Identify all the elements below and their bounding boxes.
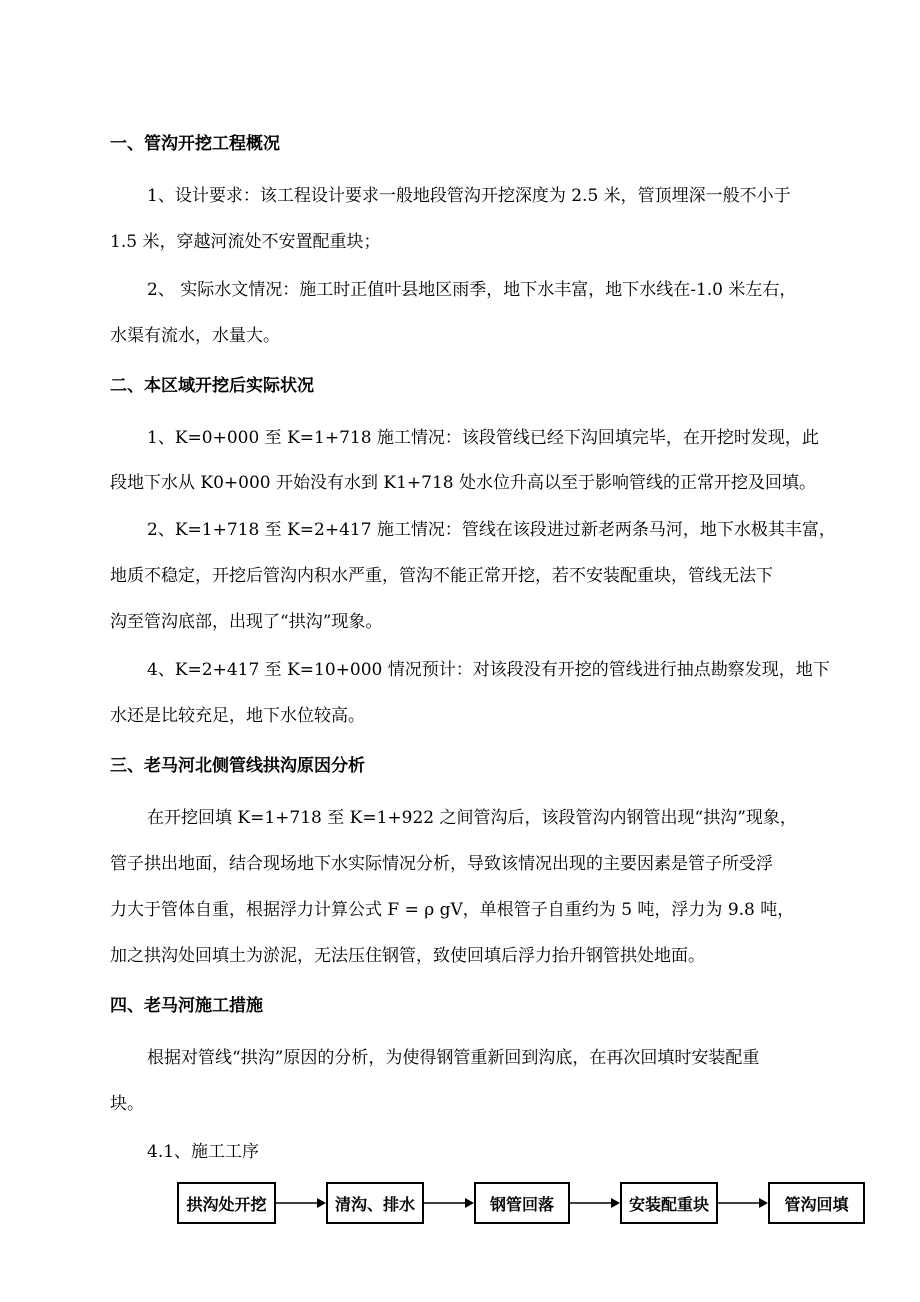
paragraph-line: 沟至管沟底部，出现了“拱沟”现象。	[110, 612, 383, 632]
paragraph-line: 地质不稳定，开挖后管沟内积水严重，管沟不能正常开挖，若不安装配重块，管线无法下	[110, 566, 773, 586]
flow-step-backfill: 管沟回填	[768, 1182, 865, 1224]
flow-arrow-icon	[718, 1196, 768, 1210]
section-4-heading: 四、老马河施工措施	[110, 996, 263, 1016]
paragraph-line: 1、设计要求：该工程设计要求一般地段管沟开挖深度为 2.5 米，管顶埋深一般不小于	[147, 186, 791, 206]
flow-step-excavate: 拱沟处开挖	[177, 1182, 276, 1224]
paragraph-line: 1、K=0+000 至 K=1+718 施工情况：该段管线已经下沟回填完毕，在开挖时发现，此	[147, 428, 819, 448]
flow-step-pipe-lowering: 钢管回落	[474, 1182, 570, 1224]
section-1-heading: 一、管沟开挖工程概况	[110, 134, 280, 154]
flow-arrow-icon	[276, 1196, 326, 1210]
paragraph-line: 管子拱出地面，结合现场地下水实际情况分析，导致该情况出现的主要因素是管子所受浮	[110, 854, 773, 874]
paragraph-line: 水渠有流水，水量大。	[110, 326, 280, 346]
section-2-heading: 二、本区域开挖后实际状况	[110, 376, 314, 396]
paragraph-line: 水还是比较充足，地下水位较高。	[110, 706, 365, 726]
paragraph-line: 根据对管线“拱沟”原因的分析，为使得钢管重新回到沟底，在再次回填时安装配重	[147, 1048, 760, 1068]
paragraph-line: 在开挖回填 K=1+718 至 K=1+922 之间管沟后，该段管沟内钢管出现“拱沟”现象，	[147, 808, 797, 828]
subsection-title: 4.1、施工工序	[147, 1142, 260, 1162]
paragraph-line: 1.5 米，穿越河流处不安置配重块；	[110, 232, 381, 252]
process-flowchart	[177, 1182, 865, 1224]
paragraph-line: 加之拱沟处回填土为淤泥，无法压住钢管，致使回填后浮力抬升钢管拱处地面。	[110, 946, 705, 966]
paragraph-line: 力大于管体自重，根据浮力计算公式 F = ρ gV，单根管子自重约为 5 吨，浮力为 9.8 吨，	[110, 900, 795, 920]
paragraph-line: 块。	[110, 1094, 144, 1114]
flow-arrow-icon	[570, 1196, 620, 1210]
paragraph-line: 4、K=2+417 至 K=10+000 情况预计：对该段没有开挖的管线进行抽点勘察发现，地下	[147, 660, 830, 680]
flow-arrow-icon	[424, 1196, 474, 1210]
paragraph-line: 段地下水从 K0+000 开始没有水到 K1+718 处水位升高以至于影响管线的正常开挖及回填。	[110, 473, 817, 493]
flow-step-clean-drain: 清沟、排水	[326, 1182, 424, 1224]
flow-step-install-weights: 安装配重块	[620, 1182, 718, 1224]
paragraph-line: 2、K=1+718 至 K=2+417 施工情况：管线在该段进过新老两条马河，地下水极其丰富，	[147, 520, 836, 540]
section-3-heading: 三、老马河北侧管线拱沟原因分析	[110, 756, 365, 776]
paragraph-line: 2、 实际水文情况：施工时正值叶县地区雨季，地下水丰富，地下水线在-1.0 米左右，	[147, 280, 797, 300]
